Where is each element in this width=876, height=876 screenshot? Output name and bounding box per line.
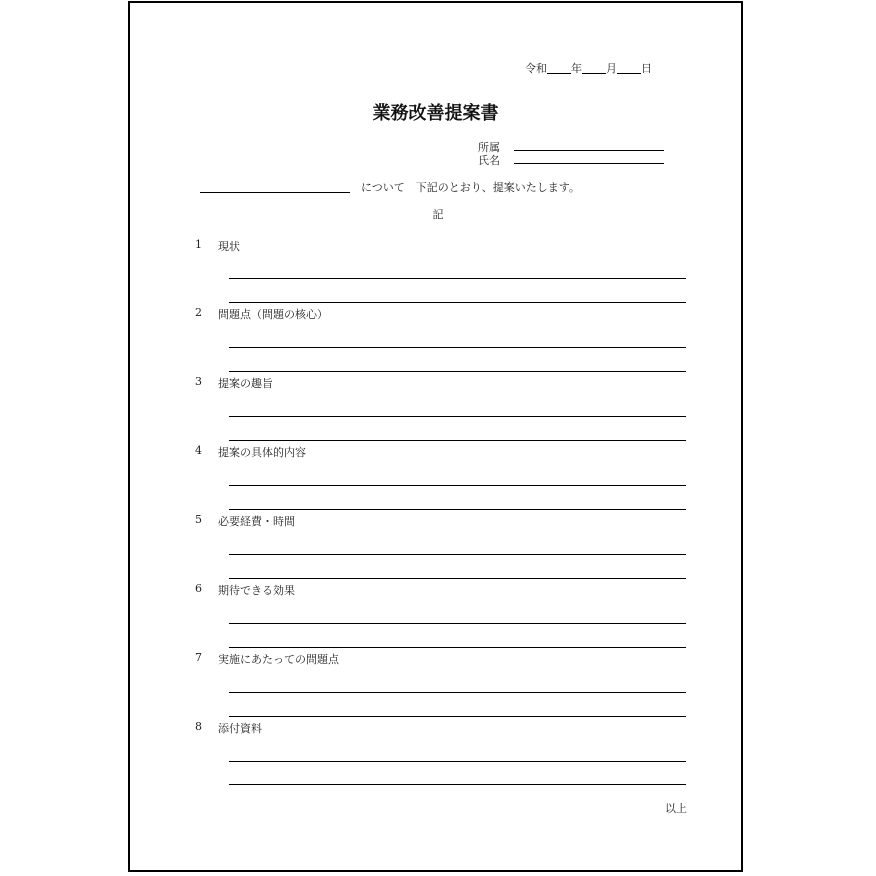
section-number: 2 xyxy=(195,306,202,319)
answer-line[interactable] xyxy=(229,647,686,648)
section-label: 添付資料 xyxy=(218,722,262,735)
section-label: 提案の具体的内容 xyxy=(218,446,306,459)
affiliation-line[interactable] xyxy=(514,150,664,151)
answer-line[interactable] xyxy=(229,509,686,510)
answer-line[interactable] xyxy=(229,416,686,417)
section-number: 8 xyxy=(195,720,202,733)
subject-sentence: について 下記のとおり、提案いたします。 xyxy=(361,181,580,194)
date-day-label: 日 xyxy=(641,62,652,75)
month-blank[interactable] xyxy=(582,73,606,74)
answer-line[interactable] xyxy=(229,554,686,555)
date-line xyxy=(525,60,652,76)
date-year-label: 年 xyxy=(571,62,582,75)
section-number: 6 xyxy=(195,582,202,595)
ki-heading: 記 xyxy=(432,208,444,221)
answer-line[interactable] xyxy=(229,761,686,762)
section-number: 5 xyxy=(195,513,202,526)
section-label: 必要経費・時間 xyxy=(218,515,295,528)
name-line[interactable] xyxy=(514,163,664,164)
answer-line[interactable] xyxy=(229,692,686,693)
day-blank[interactable] xyxy=(617,73,641,74)
name-label: 氏名 xyxy=(478,154,500,167)
date-month-label: 月 xyxy=(606,62,617,75)
section-label: 期待できる効果 xyxy=(218,584,295,597)
year-blank[interactable] xyxy=(547,73,571,74)
answer-line[interactable] xyxy=(229,623,686,624)
section-label: 実施にあたっての問題点 xyxy=(218,653,339,666)
answer-line[interactable] xyxy=(229,440,686,441)
answer-line[interactable] xyxy=(229,278,686,279)
answer-line[interactable] xyxy=(229,784,686,785)
answer-line[interactable] xyxy=(229,371,686,372)
answer-line[interactable] xyxy=(229,716,686,717)
section-label: 提案の趣旨 xyxy=(218,377,273,390)
section-number: 1 xyxy=(195,238,202,251)
subject-blank-line[interactable] xyxy=(200,192,350,193)
closing-text: 以上 xyxy=(665,802,687,815)
document-title: 業務改善提案書 xyxy=(372,103,499,124)
affiliation-label: 所属 xyxy=(478,141,500,154)
section-number: 7 xyxy=(195,651,202,664)
answer-line[interactable] xyxy=(229,347,686,348)
section-number: 4 xyxy=(195,444,202,457)
section-label: 現状 xyxy=(218,240,240,253)
answer-line[interactable] xyxy=(229,302,686,303)
answer-line[interactable] xyxy=(229,485,686,486)
date-era: 令和 xyxy=(525,62,547,75)
section-label: 問題点（問題の核心） xyxy=(218,308,328,321)
document-page xyxy=(128,1,743,872)
answer-line[interactable] xyxy=(229,578,686,579)
section-number: 3 xyxy=(195,375,202,388)
